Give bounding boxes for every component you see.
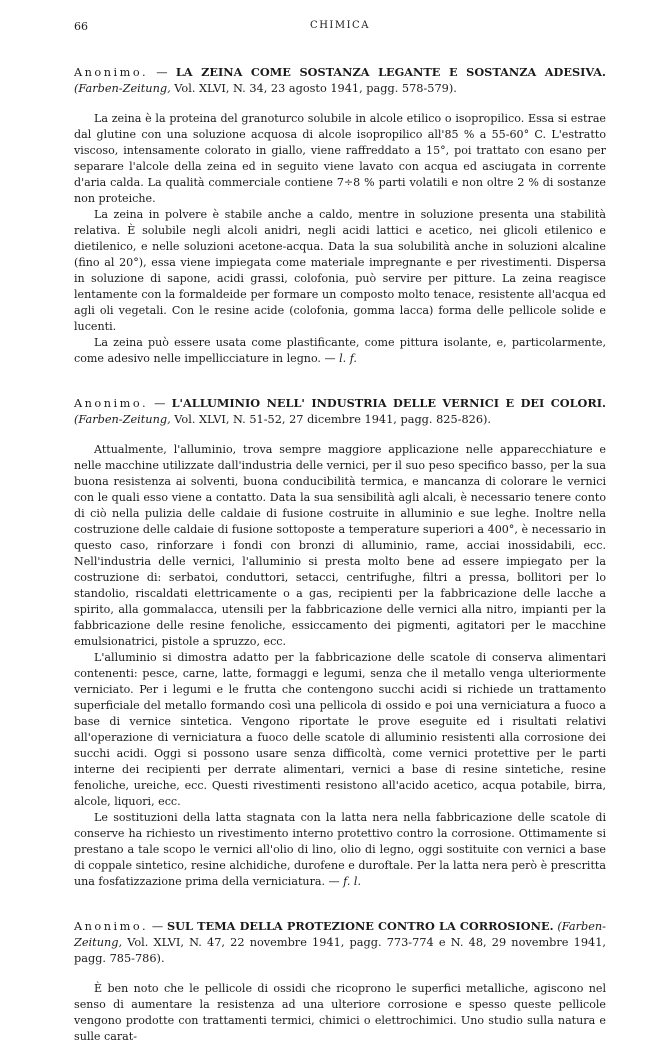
article-citation: Vol. XLVI, N. 34, 23 agosto 1941, pagg. 578-579). xyxy=(174,82,457,95)
article-alluminio xyxy=(74,395,606,890)
article-corrosione xyxy=(74,918,606,1045)
body-paragraph-last: Le sostituzioni della latta stagnata con la latta nera nella fabbricazione delle scatole di conserve ha richiesto un rivestimento interno protettivo contro la corrosione. Ottimamente si prestano a tale scopo le vernici all'olio di lino, olio di legno, oggi sostituite con vernici a base di coppale sintetico, resine alchidiche, durofene e duroftale. Per la latta nera però è prescritta una fosfatizzazione prima della verniciatura. — f. l. xyxy=(74,811,606,888)
body-text: La zeina può essere usata come plastificante, come pittura isolante, e, particolarmente, come adesivo nelle impellicciature in legno. xyxy=(74,336,606,365)
body-paragraph: È ben noto che le pellicole di ossidi che ricoprono le superfici metalliche, agiscono nel senso di aumentare la resistenza ad una ulteriore corrosione e spesso queste pellicole vengono prodotte con trattamenti termici, chimici o elettrochimici. Uno studio sulla natura e sulle carat- xyxy=(74,982,606,1043)
article-zeina xyxy=(74,64,606,367)
article-author: Anonimo. xyxy=(74,397,149,410)
page-number: 66 xyxy=(74,20,88,33)
article-journal: (Farben-Zeitung, xyxy=(74,413,171,426)
article-citation: Vol. XLVI, N. 47, 22 novembre 1941, pagg. 773-774 e N. 48, 29 novembre 1941, pagg. 785-786). xyxy=(74,936,606,965)
running-title: CHIMICA xyxy=(310,20,370,31)
author-initials: f. l. xyxy=(343,875,362,888)
body-paragraph: Attualmente, l'alluminio, trova sempre maggiore applicazione nelle apparecchiature e nelle macchine utilizzate dall'industria delle vernici, per il suo peso specifico basso, per la sua buona resistenza ai solventi, buona conducibilità termica, e mancanza di colorare le vernici con le quali esso viene a contatto. Data la sua sensibilità agli alcali, è necessario tenere conto di ciò nella pulizia delle caldaie di fusione costruite in alluminio e sue leghe. Inoltre nella costruzione delle caldaie di fusione sottoposte a temperature superiori a 400°, è necessario in questo caso, rinforzare i fondi con bronzi di alluminio, rame, acciai inossidabili, ecc. Nell'industria delle vernici, l'alluminio si presta molto bene ad essere impiegato per la costruzione di: serbatoi, conduttori, setacci, centrifughe, filtri a pressa, bollitori per lo standolio, riscaldati elettricamente o a gas, recipienti per la fabbricazione delle lacche a spirito, alla gommalacca, utensili per la fabbricazione delle vernici alla nitro, impianti per la fabbricazione delle resine fenoliche, essiccamento dei pigmenti, agitatori per le macchine emulsionatrici, pistole a spruzzo, ecc. xyxy=(74,443,606,648)
body-paragraph: L'alluminio si dimostra adatto per la fabbricazione delle scatole di conserva alimentari contenenti: pesce, carne, latte, formaggi e legumi, senza che il metallo venga ulteriormente verniciato. Per i legumi e le frutta che contengono succhi acidi si richiede un trattamento superficiale del metallo formando così una pellicola di ossido e poi una verniciatura a fuoco a base di vernice sintetica. Vengono riportate le prove eseguite ed i risultati relativi all'operazione di verniciatura a fuoco delle scatole di alluminio resistenti alla corrosione dei succhi acidi. Oggi si possono usare senza difficoltà, come vernici protettive per le parti interne dei recipienti per derrate alimentari, vernici a base di resine sintetiche, resine fenoliche, ureiche, ecc. Questi rivestimenti resistono all'acido acetico, acqua potabile, birra, alcole, liquori, ecc. xyxy=(74,651,606,808)
article-heading xyxy=(74,64,606,97)
article-journal: (Farben-Zeitung, xyxy=(74,82,171,95)
article-journal: (Farben-Zeitung, xyxy=(74,920,606,949)
article-heading xyxy=(74,918,606,967)
body-paragraph: La zeina è la proteina del granoturco solubile in alcole etilico o isopropilico. Essa si estrae dal glutine con una soluzione acquosa di alcole isopropilico all'85 % a 55-60° C. L'estratto viscoso, intensamente colorato in giallo, viene raffreddato a 15°, poi trattato con esano per separare l'alcole della zeina ed in seguito viene lavato con acqua ed asciugata in corrente d'aria calda. La qualità commerciale contiene 7÷8 % parti volatili e non oltre 2 % di sostanze non proteiche. xyxy=(74,112,606,205)
article-title: L'ALLUMINIO NELL' INDUSTRIA DELLE VERNICI E DEI COLORI. xyxy=(171,396,606,410)
heading-dash: — xyxy=(148,397,172,410)
article-title: SUL TEMA DELLA PROTEZIONE CONTRO LA CORROSIONE. xyxy=(167,919,554,933)
body-text: Le sostituzioni della latta stagnata con la latta nera nella fabbricazione delle scatole di conserve ha richiesto un rivestimento interno protettivo contro la corrosione. Ottimamente si prestano a tale scopo le vernici all'olio di lino, olio di legno, oggi sostituite con vernici a base di coppale sintetico, resine alchidiche, durofene e duroftale. Per la latta nera però è prescritta una fosfatizzazione prima della verniciatura. xyxy=(74,811,606,888)
heading-dash: — xyxy=(148,920,167,933)
body-paragraph-last: La zeina può essere usata come plastificante, come pittura isolante, e, particolarmente, come adesivo nelle impellicciature in legno. — l. f. xyxy=(74,336,606,365)
article-author: Anonimo. xyxy=(74,66,149,79)
body-paragraph: La zeina in polvere è stabile anche a caldo, mentre in soluzione presenta una stabilità relativa. È solubile negli alcoli anidri, negli acidi lattici e acetico, nei glicoli etilenico e dietilenico, e nelle soluzioni acetone-acqua. Data la sua solubilità anche in soluzioni alcaline (fino al 20°), essa viene impiegata come materiale impregnante e per rivestimenti. Dispersa in soluzione di sapone, acidi grassi, colofonia, può servire per pitture. La zeina reagisce lentamente con la formaldeide per formare un composto molto tenace, resistente all'acqua ed agli oli vegetali. Con le resine acide (colofonia, gomma lacca) forma delle pellicole solide e lucenti. xyxy=(74,208,606,333)
author-initials: l. f. xyxy=(339,352,357,365)
article-author: Anonimo. xyxy=(74,920,149,933)
article-title: LA ZEINA COME SOSTANZA LEGANTE E SOSTANZA ADESIVA. xyxy=(175,65,606,79)
article-citation: Vol. XLVI, N. 51-52, 27 dicembre 1941, pagg. 825-826). xyxy=(174,413,492,426)
running-head xyxy=(74,20,606,38)
heading-dash: — xyxy=(148,66,176,79)
article-heading xyxy=(74,395,606,428)
document-page xyxy=(74,20,606,1045)
